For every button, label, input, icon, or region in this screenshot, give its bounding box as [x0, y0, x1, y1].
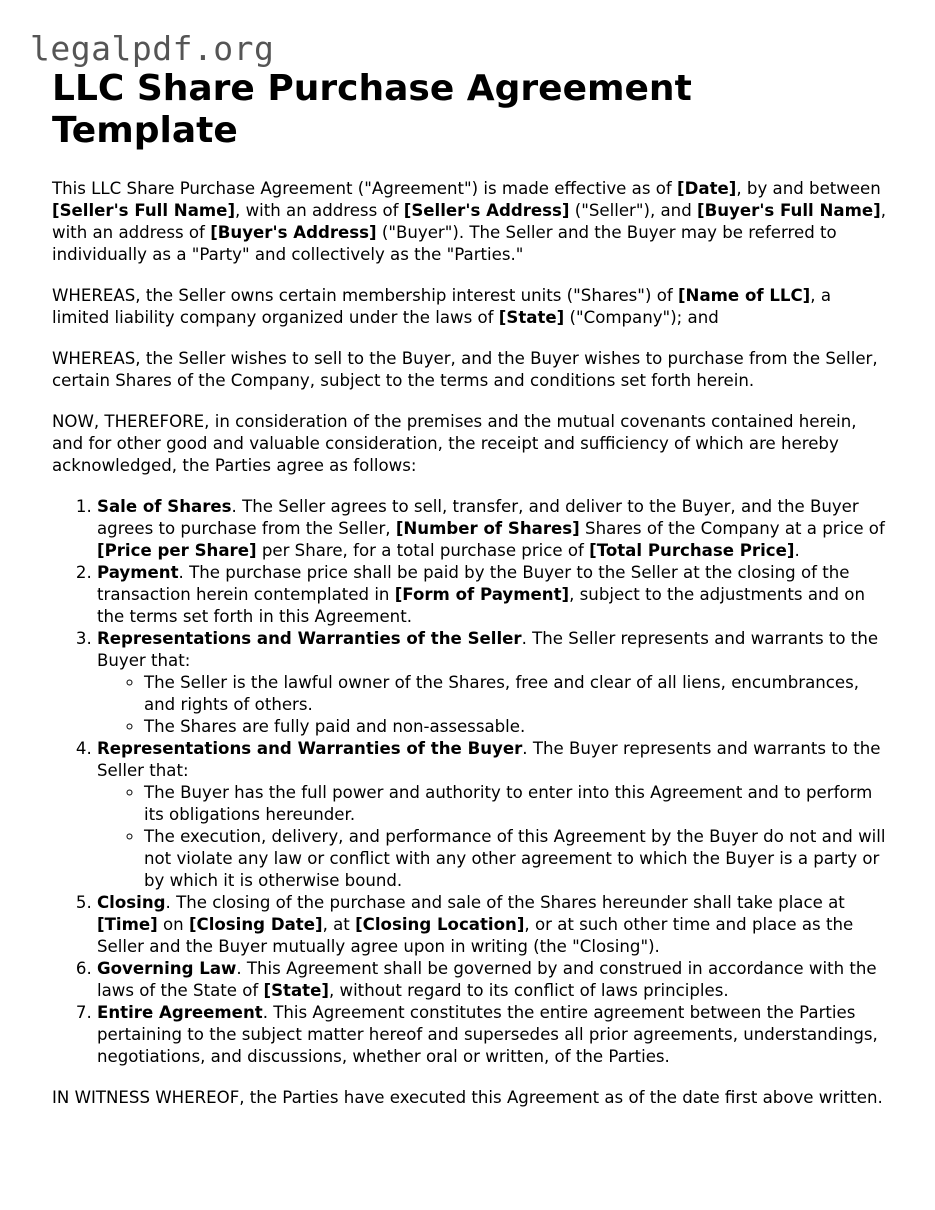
- state-placeholder: [State]: [263, 981, 329, 1000]
- now-therefore-paragraph: NOW, THEREFORE, in consideration of the premises and the mutual covenants contained herein, and for other good and valuable consideration, the receipt and sufficiency of which are hereby acknowledged, the Parties agree as follows:: [52, 412, 857, 475]
- section-heading: Sale of Shares: [97, 497, 232, 516]
- section-payment: 2. Payment. The purchase price shall be paid by the Buyer to the Seller at the closing of the transaction herein contemplated in [Form of Payment], subject to the adjustments and on the terms set forth in this Agreement.: [97, 562, 888, 628]
- date-placeholder: [Date]: [677, 179, 737, 198]
- number-of-shares-placeholder: [Number of Shares]: [395, 519, 580, 538]
- llc-name-placeholder: [Name of LLC]: [677, 286, 811, 305]
- section-entire-agreement: 7. Entire Agreement. This Agreement constitutes the entire agreement between the Parties pertaining to the subject matter hereof and supersedes all prior agreements, understandings, negotiations, and discussions, whether oral or written, of the Parties.: [97, 1002, 888, 1068]
- closing-date-placeholder: [Closing Date]: [188, 915, 323, 934]
- section-heading: Closing: [97, 893, 166, 912]
- seller-address-placeholder: [Seller's Address]: [403, 201, 570, 220]
- list-item: ◦ The Buyer has the full power and authority to enter into this Agreement and to perform its obligations hereunder.: [144, 782, 888, 826]
- list-item: ◦ The execution, delivery, and performance of this Agreement by the Buyer do not and will not violate any law or conflict with any other agreement to which the Buyer is a party or by which it is otherwise bound.: [144, 826, 888, 892]
- time-placeholder: [Time]: [97, 915, 158, 934]
- section-heading: Entire Agreement: [97, 1003, 263, 1022]
- section-heading: Representations and Warranties of the Buyer: [97, 739, 523, 758]
- buyer-name-placeholder: [Buyer's Full Name]: [697, 201, 881, 220]
- section-heading: Governing Law: [97, 959, 237, 978]
- state-placeholder: [State]: [498, 308, 565, 327]
- section-heading: Payment: [97, 563, 179, 582]
- total-price-placeholder: [Total Purchase Price]: [589, 541, 795, 560]
- list-item: ◦ The Shares are fully paid and non-assessable.: [144, 716, 888, 738]
- section-governing-law: 6. Governing Law. This Agreement shall be governed by and construed in accordance with the laws of the State of [State], without regard to its conflict of laws principles.: [97, 958, 888, 1002]
- list-item: ◦ The Seller is the lawful owner of the Shares, free and clear of all liens, encumbrances, and rights of others.: [144, 672, 888, 716]
- buyer-warranty-list: [97, 782, 888, 892]
- section-heading: Representations and Warranties of the Seller: [97, 629, 522, 648]
- section-buyer-warranties: 4. Representations and Warranties of the Buyer. The Buyer represents and warrants to the Seller that: ◦ The Buyer has the full power and authority to enter into this Agreement and to perform its obligations hereunder. ◦ The execution, delivery, and performance of this Agreement by the Buyer do not and will not violate any law or conflict with any other agreement to which the Buyer is a party or by which it is otherwise bound.: [97, 738, 888, 892]
- seller-warranty-list: [97, 672, 888, 738]
- closing-location-placeholder: [Closing Location]: [355, 915, 525, 934]
- witness-paragraph: IN WITNESS WHEREOF, the Parties have executed this Agreement as of the date first above written.: [52, 1088, 883, 1107]
- whereas-paragraph-1: WHEREAS, the Seller owns certain membership interest units ("Shares") of [Name of LLC], a limited liability company organized under the laws of [State] ("Company"); and: [52, 286, 831, 327]
- watermark: legalpdf.org: [30, 29, 275, 68]
- document-body: [52, 68, 888, 1109]
- whereas-paragraph-2: WHEREAS, the Seller wishes to sell to the Buyer, and the Buyer wishes to purchase from the Seller, certain Shares of the Company, subject to the terms and conditions set forth herein.: [52, 349, 878, 390]
- seller-name-placeholder: [Seller's Full Name]: [52, 201, 236, 220]
- buyer-address-placeholder: [Buyer's Address]: [210, 223, 377, 242]
- page-title: LLC Share Purchase Agreement Template: [52, 68, 692, 151]
- agreement-sections: [52, 496, 888, 1068]
- intro-paragraph: This LLC Share Purchase Agreement ("Agreement") is made effective as of [Date], by and between [Seller's Full Name], with an address of [Seller's Address] ("Seller"), and [Buyer's Full Name], with an address of [Buyer's Address] ("Buyer"). The Seller and the Buyer may be referred to individually as a "Party" and collectively as the "Parties.": [52, 179, 887, 264]
- section-closing: 5. Closing. The closing of the purchase and sale of the Shares hereunder shall take place at [Time] on [Closing Date], at [Closing Location], or at such other time and place as the Seller and the Buyer mutually agree upon in writing (the "Closing").: [97, 892, 888, 958]
- section-seller-warranties: 3. Representations and Warranties of the Seller. The Seller represents and warrants to the Buyer that: ◦ The Seller is the lawful owner of the Shares, free and clear of all liens, encumbrances, and rights of others. ◦ The Shares are fully paid and non-assessable.: [97, 628, 888, 738]
- section-sale-of-shares: 1. Sale of Shares. The Seller agrees to sell, transfer, and deliver to the Buyer, and the Buyer agrees to purchase from the Seller, [Number of Shares] Shares of the Company at a price of [Price per Share] per Share, for a total purchase price of [Total Purchase Price].: [97, 496, 888, 562]
- form-of-payment-placeholder: [Form of Payment]: [394, 585, 570, 604]
- price-per-share-placeholder: [Price per Share]: [97, 541, 257, 560]
